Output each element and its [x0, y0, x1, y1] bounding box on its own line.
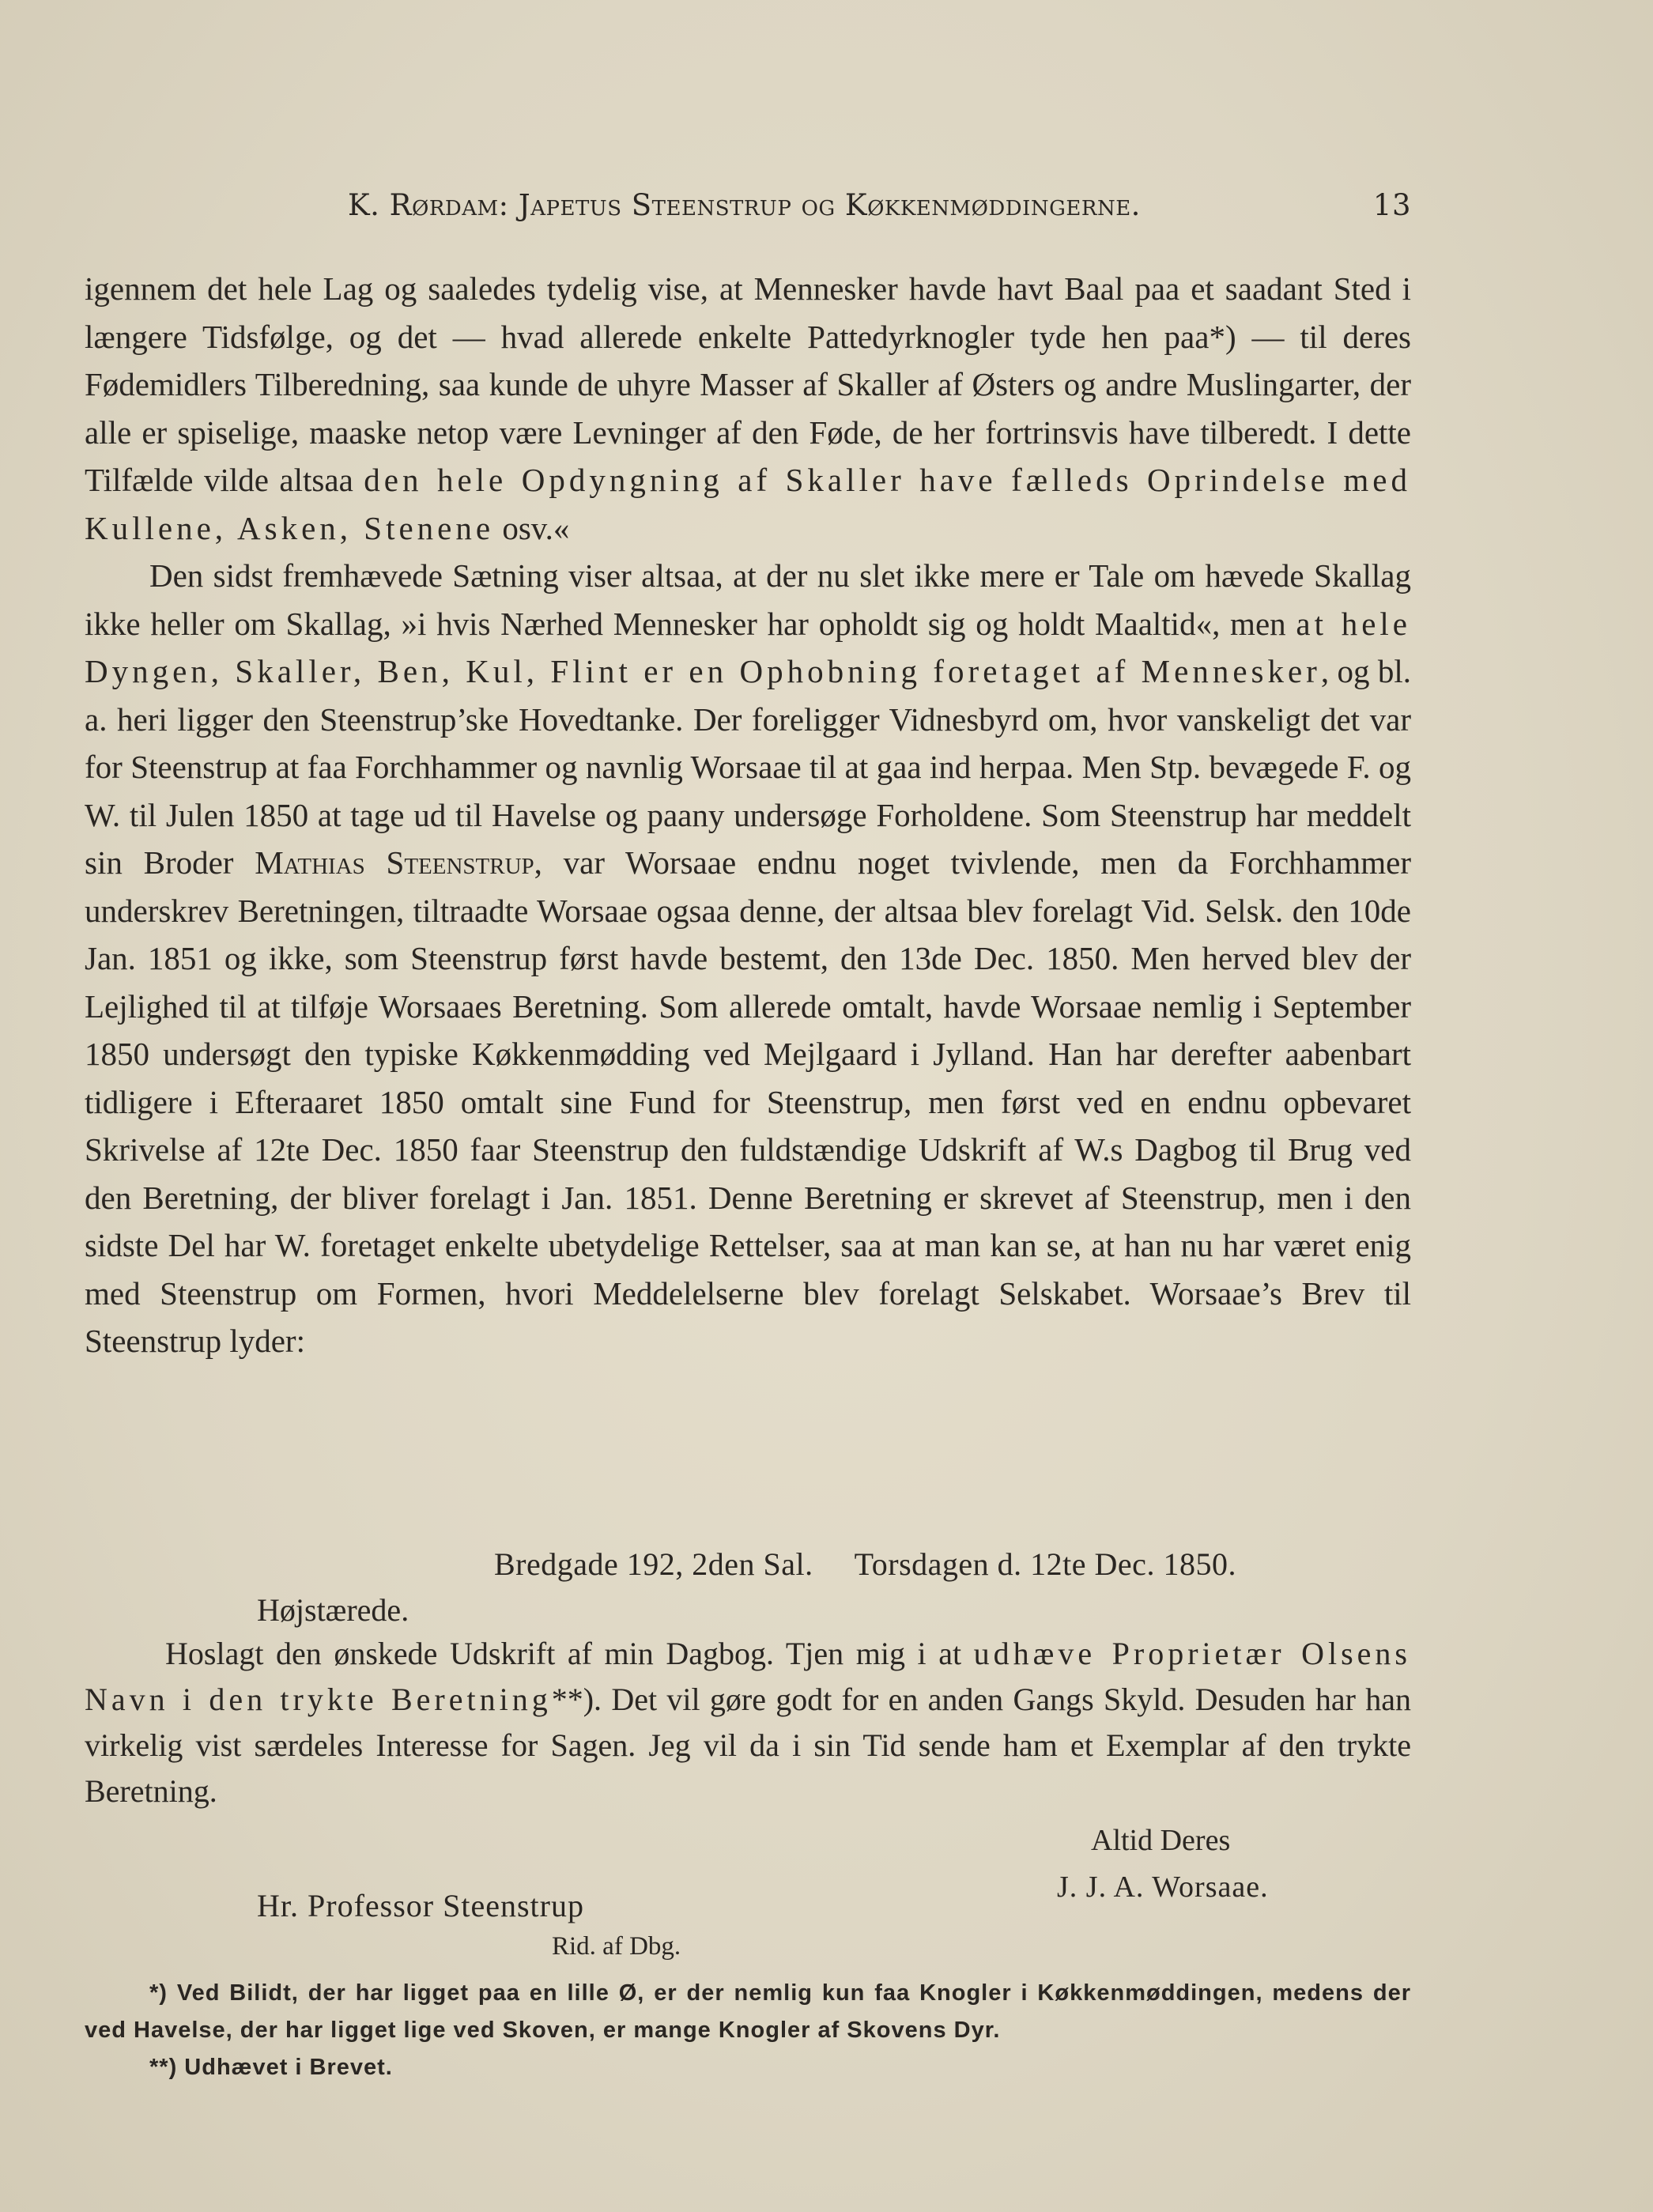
letter-annotation: Rid. af Dbg.: [552, 1932, 681, 1961]
letter-salutation: Højstærede.: [257, 1592, 409, 1628]
letter-address: Bredgade 192, 2den Sal.: [494, 1546, 813, 1582]
letter-addressee: Hr. Professor Steenstrup: [257, 1888, 584, 1923]
footnotes: [85, 1975, 1411, 2086]
footnote-1: *) Ved Bilidt, der har ligget paa en lille Ø, er der nemlig kun faa Knogler i Køkkenmøddingen, medens der ved Havelse, der har ligget lige ved Skoven, er mange Knogler af Skovens Dyr.: [85, 1980, 1411, 2043]
person-name: Mathias Steenstrup: [255, 844, 534, 881]
paragraph-1: [85, 265, 1411, 552]
footnote-2: **) Udhævet i Brevet.: [149, 2055, 393, 2080]
main-text: [85, 265, 1411, 1365]
paragraph-2-text-a: Den sidst fremhævede Sætning viser altsaa, at der nu slet ikke mere er Tale om hævede Skallag ikke heller om Skallag, »i hvis Nærhed Mennesker har opholdt sig og holdt Maaltid«, men: [85, 557, 1411, 642]
paragraph-2-text-c: , var Worsaae endnu noget tvivlende, men da Forchhammer underskrev Beretningen, tiltraadte Worsaae ogsaa denne, der altsaa blev forelagt Vid. Selsk. den 10de Jan. 1851 og ikke, som Steenstrup først havde bestemt, den 13de Dec. 1850. Men herved blev der Lejlighed til at tilføje Worsaaes Beretning. Som allerede omtalt, havde Worsaae nemlig i September 1850 undersøgt den typiske Køkkenmødding ved Mejlgaard i Jylland. Han har derefter aabenbart tidligere i Efteraaret 1850 omtalt sine Fund for Steenstrup, men først ved en endnu opbevaret Skrivelse af 12te Dec. 1850 faar Steenstrup den fuldstændige Udskrift af W.s Dagbog til Brug ved den Beretning, der bliver forelagt i Jan. 1851. Denne Beretning er skrevet af Steenstrup, men i den sidste Del har W. foretaget enkelte ubetydelige Rettelser, saa at man kan se, at han nu har været enig med Steenstrup om Formen, hvori Meddelelserne blev forelagt Selskabet. Worsaae’s Brev til Steenstrup lyder:: [85, 844, 1412, 1359]
paragraph-1-end: osv.«: [494, 509, 570, 546]
letter-date: Torsdagen d. 12te Dec. 1850.: [854, 1546, 1236, 1582]
letter-closing: Altid Deres: [1091, 1824, 1231, 1857]
paragraph-2-text-b: , og bl. a. heri ligger den Steenstrup’ske Hovedtanke. Der foreligger Vidnesbyrd om, hvor vanskeligt det var for Steenstrup at faa Forchhammer og navnlig Worsaae til at gaa ind herpaa. Men Stp. bevægede F. og W. til Julen 1850 at tage ud til Havelse og paany undersøge Forholdene. Som Steenstrup har meddelt sin Broder: [85, 653, 1411, 881]
running-title: K. Rørdam: Japetus Steenstrup og Køkkenmøddingerne.: [348, 188, 1141, 222]
letter-text-b: . Det vil gøre godt for en anden Gangs Skyld. Desuden har han virkelig vist særdeles Interesse for Sagen. Jeg vil da i sin Tid sende ham et Exemplar af den trykte Beretning.: [85, 1682, 1411, 1809]
footnote-ref: **): [551, 1682, 594, 1717]
paragraph-1-emphasis: den hele Opdyngning af Skaller have fælleds Oprindelse med Kullene, Asken, Stenene: [85, 462, 1411, 546]
letter-signature: J. J. A. Worsaae.: [1057, 1870, 1269, 1904]
letter-heading: [494, 1546, 1236, 1583]
letter-emphasis: udhæve Proprietær Olsens Navn i den trykte Beretning: [85, 1636, 1411, 1717]
letter-body: [85, 1631, 1411, 1814]
letter-paragraph: [85, 1631, 1411, 1814]
paragraph-2-emphasis: at hele Dyngen, Skaller, Ben, Kul, Flint er en Ophobning foretaget af Mennesker: [85, 605, 1411, 689]
paragraph-2: [85, 552, 1411, 1365]
letter-text-a: Hoslagt den ønskede Udskrift af min Dagbog. Tjen mig i at: [165, 1636, 974, 1671]
running-header: [348, 188, 1411, 228]
paragraph-1-text: igennem det hele Lag og saaledes tydelig vise, at Mennesker havde havt Baal paa et saadant Sted i længere Tidsfølge, og det — hvad allerede enkelte Pattedyrknogler tyde hen paa*) — til deres Fødemidlers Tilberedning, saa kunde de uhyre Masser af Skaller af Østers og andre Muslingarter, der alle er spiselige, maaske netop være Levninger af den Føde, de her fortrinsvis have tilberedt. I dette Tilfælde vilde altsaa: [85, 270, 1411, 498]
page-number: 13: [1372, 188, 1411, 222]
